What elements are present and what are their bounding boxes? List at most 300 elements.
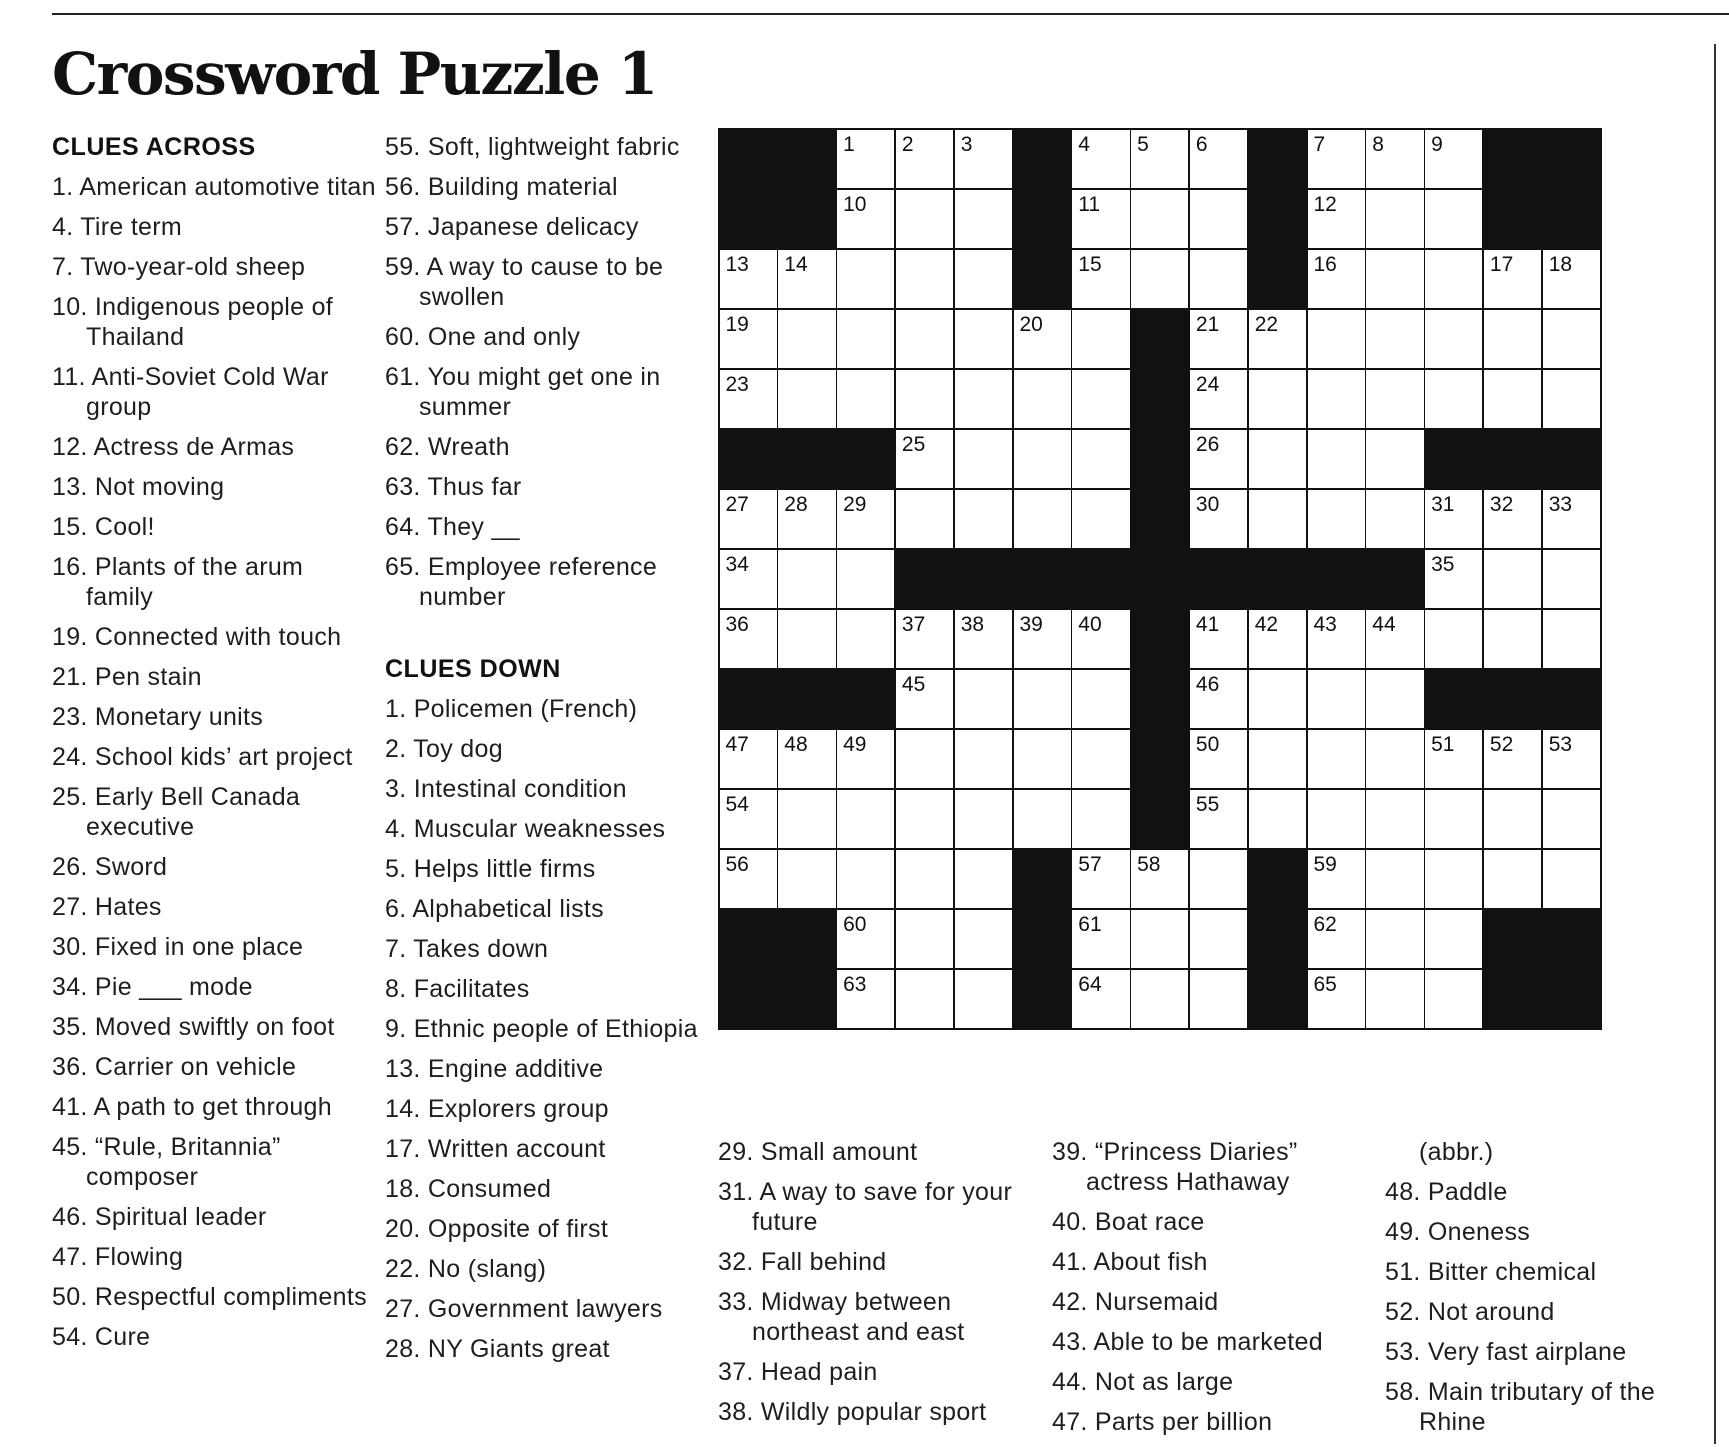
grid-cell[interactable] (778, 550, 835, 609)
clue-item: 20. Opposite of first (385, 1215, 609, 1243)
grid-cell[interactable] (1072, 490, 1129, 549)
clue-item: 41. A path to get through (52, 1093, 332, 1121)
grid-cell[interactable] (1366, 970, 1423, 1029)
grid-cell[interactable] (1484, 310, 1541, 369)
grid-cell[interactable] (896, 250, 953, 309)
grid-cell[interactable] (837, 790, 894, 849)
grid-cell[interactable] (1543, 850, 1600, 909)
cell-number: 30 (1195, 492, 1220, 516)
grid-cell[interactable] (837, 190, 894, 249)
grid-cell[interactable] (1425, 370, 1482, 429)
cell-number: 36 (725, 612, 749, 636)
clue-item: 60. One and only (385, 323, 581, 351)
grid-cell[interactable] (1131, 190, 1188, 249)
clue-item: 7. Takes down (385, 935, 549, 963)
grid-cell[interactable] (1308, 250, 1365, 309)
grid-cell[interactable] (778, 370, 835, 429)
clue-item: 59. A way to cause to be swollen (385, 253, 664, 311)
grid-cell[interactable] (1366, 190, 1423, 249)
cell-number: 2 (901, 132, 914, 156)
grid-cell[interactable] (1308, 970, 1365, 1029)
grid-cell[interactable] (955, 430, 1012, 489)
cell-number: 52 (1489, 732, 1514, 756)
cell-number: 62 (1313, 912, 1337, 936)
clue-item: 21. Pen stain (52, 663, 202, 691)
cell-number: 1 (843, 132, 855, 156)
clue-item: 30. Fixed in one place (52, 933, 304, 961)
grid-cell[interactable] (1308, 730, 1365, 789)
grid-cell[interactable] (1425, 850, 1482, 909)
grid-cell[interactable] (1190, 670, 1247, 729)
clue-item: 5. Helps little firms (385, 855, 596, 883)
cell-number: 65 (1313, 972, 1337, 996)
clue-item: 7. Two-year-old sheep (52, 253, 306, 281)
clue-list (1052, 1137, 1382, 1437)
grid-cell[interactable] (837, 970, 894, 1029)
cell-number: 10 (843, 192, 867, 216)
clue-item: 45. “Rule, Britannia” composer (52, 1133, 281, 1191)
grid-cell[interactable] (1308, 490, 1365, 549)
grid-cell[interactable] (720, 370, 777, 429)
grid-cell[interactable] (1072, 250, 1129, 309)
cell-number: 42 (1254, 612, 1279, 636)
clue-item: 64. They __ (385, 513, 520, 541)
grid-cell[interactable] (1072, 910, 1129, 969)
grid-cell[interactable] (1014, 790, 1071, 849)
grid-cell[interactable] (896, 910, 953, 969)
grid-cell[interactable] (1308, 850, 1365, 909)
grid-cell[interactable] (1014, 370, 1071, 429)
top-rule (52, 13, 1729, 15)
grid-cell[interactable] (1366, 250, 1423, 309)
cell-number: 23 (725, 372, 749, 396)
clue-item: 43. Able to be marketed (1052, 1328, 1323, 1356)
cell-number: 58 (1137, 852, 1161, 876)
grid-cell[interactable] (1366, 610, 1423, 669)
grid-cell[interactable] (837, 130, 894, 189)
clue-item: 47. Flowing (52, 1243, 184, 1271)
cell-number: 64 (1078, 972, 1102, 996)
grid-cell[interactable] (1366, 910, 1423, 969)
cell-number: 4 (1078, 132, 1090, 156)
grid-cell[interactable] (1543, 790, 1600, 849)
cell-number: 37 (901, 612, 926, 636)
grid-cell[interactable] (1308, 610, 1365, 669)
grid-cell[interactable] (1425, 730, 1482, 789)
grid-cell[interactable] (1308, 370, 1365, 429)
grid-cell[interactable] (1072, 310, 1129, 369)
grid-cell[interactable] (837, 550, 894, 609)
grid-cell[interactable] (896, 730, 953, 789)
grid-cell[interactable] (1131, 910, 1188, 969)
clues-column-2 (385, 132, 705, 1374)
grid-cell[interactable] (1249, 430, 1306, 489)
clue-item: 65. Employee reference number (385, 553, 658, 611)
grid-cell[interactable] (1484, 550, 1541, 609)
cell-number: 33 (1548, 492, 1573, 516)
cell-number: 61 (1078, 912, 1102, 936)
cell-number: 43 (1313, 612, 1337, 636)
clue-item: 23. Monetary units (52, 703, 264, 731)
grid-cell[interactable] (1190, 910, 1247, 969)
grid-cell[interactable] (1072, 610, 1129, 669)
clue-item: 35. Moved swiftly on foot (52, 1013, 335, 1041)
grid-cell[interactable] (1190, 970, 1247, 1029)
cell-number: 57 (1078, 852, 1102, 876)
grid-cell[interactable] (1543, 370, 1600, 429)
clues-column-1 (52, 132, 377, 1362)
grid-cell[interactable] (1249, 730, 1306, 789)
cell-number: 21 (1195, 312, 1220, 336)
cell-number: 59 (1313, 852, 1337, 876)
clue-item: 39. “Princess Diaries” actress Hathaway (1052, 1138, 1298, 1196)
grid-cell[interactable] (1072, 670, 1129, 729)
cell-number: 16 (1313, 252, 1337, 276)
grid-cell[interactable] (1308, 430, 1365, 489)
grid-cell[interactable] (1190, 370, 1247, 429)
grid-cell[interactable] (1014, 730, 1071, 789)
grid-cell[interactable] (896, 370, 953, 429)
clue-item: 31. A way to save for your future (718, 1178, 1013, 1236)
clues-across-heading: CLUES ACROSS (52, 133, 256, 161)
grid-cell[interactable] (1484, 610, 1541, 669)
grid-cell[interactable] (1072, 370, 1129, 429)
clue-item: 1. American automotive titan (52, 173, 376, 201)
grid-cell[interactable] (1014, 430, 1071, 489)
clue-item: 25. Early Bell Canada executive (52, 783, 301, 841)
clue-list (385, 132, 705, 612)
clue-list (718, 1137, 1048, 1427)
grid-cell[interactable] (1014, 490, 1071, 549)
clue-item: 57. Japanese delicacy (385, 213, 639, 241)
grid-cell[interactable] (1366, 430, 1423, 489)
cell-number: 50 (1195, 732, 1220, 756)
grid-cell[interactable] (1425, 190, 1482, 249)
grid-cell[interactable] (1484, 730, 1541, 789)
grid-cell[interactable] (1366, 490, 1423, 549)
cell-number: 54 (725, 792, 749, 816)
page-title: Crossword Puzzle 1 (52, 40, 657, 108)
clue-item: 52. Not around (1385, 1298, 1555, 1326)
grid-cell[interactable] (1249, 310, 1306, 369)
clue-item: 15. Cool! (52, 513, 155, 541)
grid-cell[interactable] (1425, 970, 1482, 1029)
clue-item: 14. Explorers group (385, 1095, 609, 1123)
grid-cell[interactable] (1308, 790, 1365, 849)
cell-number: 26 (1195, 432, 1220, 456)
grid-cell[interactable] (1543, 310, 1600, 369)
grid-cell[interactable] (1425, 610, 1482, 669)
grid-cell[interactable] (1190, 730, 1247, 789)
grid-cell[interactable] (778, 850, 835, 909)
grid-cell[interactable] (955, 190, 1012, 249)
grid-cell[interactable] (720, 610, 777, 669)
grid-cell[interactable] (1072, 970, 1129, 1029)
cell-number: 19 (725, 312, 749, 336)
grid-cell[interactable] (955, 310, 1012, 369)
grid-cell[interactable] (1308, 190, 1365, 249)
cell-number: 11 (1078, 192, 1101, 216)
grid-cell[interactable] (1425, 310, 1482, 369)
grid-cell[interactable] (1366, 310, 1423, 369)
clue-item: 28. NY Giants great (385, 1335, 610, 1363)
grid-cell[interactable] (1131, 970, 1188, 1029)
grid-cell[interactable] (1484, 250, 1541, 309)
grid-cell[interactable] (955, 490, 1012, 549)
grid-cell[interactable] (1249, 370, 1306, 429)
clue-item: 47. Parts per billion (1052, 1408, 1273, 1436)
cell-number: 34 (725, 552, 749, 576)
grid-cell[interactable] (837, 610, 894, 669)
grid-cell[interactable] (778, 730, 835, 789)
grid-cell[interactable] (955, 670, 1012, 729)
clue-item: 24. School kids’ art project (52, 743, 353, 771)
grid-cell[interactable] (1425, 490, 1482, 549)
grid-cell[interactable] (896, 670, 953, 729)
grid-cell[interactable] (1543, 550, 1600, 609)
grid-cell[interactable] (1484, 490, 1541, 549)
grid-cell[interactable] (955, 610, 1012, 669)
cell-number: 5 (1137, 132, 1149, 156)
cell-number: 22 (1254, 312, 1279, 336)
grid-cell[interactable] (1190, 850, 1247, 909)
grid-cell[interactable] (1249, 490, 1306, 549)
grid-cell[interactable] (837, 490, 894, 549)
clue-item: 6. Alphabetical lists (385, 895, 604, 923)
grid-cell[interactable] (720, 730, 777, 789)
grid-cell[interactable] (896, 310, 953, 369)
grid-cell[interactable] (720, 850, 777, 909)
clues-down-heading: CLUES DOWN (385, 655, 561, 683)
clue-item: 27. Hates (52, 893, 162, 921)
grid-cell[interactable] (955, 730, 1012, 789)
cell-number: 46 (1195, 672, 1220, 696)
grid-cell[interactable] (955, 910, 1012, 969)
grid-cell[interactable] (720, 550, 777, 609)
grid-cell[interactable] (955, 850, 1012, 909)
grid-cell[interactable] (1190, 610, 1247, 669)
grid-cell[interactable] (1190, 190, 1247, 249)
grid-cell[interactable] (1366, 730, 1423, 789)
grid-cell[interactable] (720, 250, 777, 309)
cell-number: 24 (1195, 372, 1220, 396)
clue-item: 38. Wildly popular sport (718, 1398, 987, 1426)
cell-number: 14 (784, 252, 808, 276)
clue-continuation: (abbr.) (1419, 1138, 1494, 1166)
clue-item: 18. Consumed (385, 1175, 552, 1203)
cell-number: 51 (1431, 732, 1455, 756)
clues-column-5 (1385, 1137, 1715, 1447)
grid-cell[interactable] (1543, 610, 1600, 669)
cell-number: 56 (725, 852, 749, 876)
grid-cell[interactable] (837, 730, 894, 789)
clue-item: 1. Policemen (French) (385, 695, 638, 723)
grid-cell[interactable] (720, 490, 777, 549)
grid-cell[interactable] (1308, 130, 1365, 189)
grid-cell[interactable] (1249, 610, 1306, 669)
clue-item: 8. Facilitates (385, 975, 530, 1003)
cell-number: 29 (843, 492, 867, 516)
grid-cell[interactable] (1308, 910, 1365, 969)
clue-item: 37. Head pain (718, 1358, 878, 1386)
clue-item: 12. Actress de Armas (52, 433, 295, 461)
cell-number: 8 (1372, 132, 1384, 156)
cell-number: 41 (1195, 612, 1220, 636)
grid-cell[interactable] (1014, 670, 1071, 729)
grid-cell[interactable] (955, 370, 1012, 429)
crossword-grid (718, 128, 1729, 1118)
cell-number: 48 (784, 732, 808, 756)
clue-item: 49. Oneness (1385, 1218, 1531, 1246)
grid-cell[interactable] (778, 310, 835, 369)
cell-number: 3 (960, 132, 973, 156)
grid-cell[interactable] (1190, 130, 1247, 189)
clue-item: 11. Anti-Soviet Cold War group (52, 363, 329, 421)
clue-item: 41. About fish (1052, 1248, 1208, 1276)
clue-item: 3. Intestinal condition (385, 775, 627, 803)
cell-number: 17 (1489, 252, 1514, 276)
grid-cell[interactable] (896, 130, 953, 189)
grid-cell[interactable] (1484, 370, 1541, 429)
clue-item: 50. Respectful compliments (52, 1283, 367, 1311)
grid-cell[interactable] (837, 370, 894, 429)
grid-cell[interactable] (955, 970, 1012, 1029)
grid-cell[interactable] (1543, 730, 1600, 789)
grid-cell[interactable] (1484, 850, 1541, 909)
grid-cell[interactable] (1308, 310, 1365, 369)
clue-item: 40. Boat race (1052, 1208, 1205, 1236)
clue-item: 10. Indigenous people of Thailand (52, 293, 334, 351)
grid-cell[interactable] (896, 850, 953, 909)
grid-cell[interactable] (1014, 310, 1071, 369)
grid-cell[interactable] (778, 490, 835, 549)
clue-item: 26. Sword (52, 853, 168, 881)
grid-cell[interactable] (1072, 130, 1129, 189)
grid-cell[interactable] (1425, 790, 1482, 849)
grid-cell[interactable] (1543, 490, 1600, 549)
clue-item: 34. Pie ___ mode (52, 973, 253, 1001)
clue-item: 48. Paddle (1385, 1178, 1508, 1206)
grid-cell[interactable] (1190, 490, 1247, 549)
cell-number: 15 (1078, 252, 1102, 276)
grid-cell[interactable] (896, 970, 953, 1029)
grid-cell[interactable] (955, 250, 1012, 309)
grid-cell[interactable] (896, 790, 953, 849)
clues-column-3 (718, 1137, 1048, 1437)
clue-item: 27. Government lawyers (385, 1295, 663, 1323)
grid-cell[interactable] (1366, 130, 1423, 189)
grid-cell[interactable] (1425, 910, 1482, 969)
grid-cell[interactable] (1190, 310, 1247, 369)
grid-cell[interactable] (1425, 550, 1482, 609)
clue-item: 13. Not moving (52, 473, 225, 501)
cell-number: 60 (843, 912, 867, 936)
cell-number: 35 (1431, 552, 1455, 576)
cell-number: 9 (1431, 132, 1443, 156)
cell-number: 45 (901, 672, 926, 696)
grid-cell[interactable] (1072, 430, 1129, 489)
cell-number: 47 (725, 732, 749, 756)
clue-item: 58. Main tributary of the Rhine (1385, 1378, 1656, 1436)
cell-number: 49 (843, 732, 867, 756)
cell-number: 13 (725, 252, 749, 276)
clue-item: 17. Written account (385, 1135, 606, 1163)
clue-item: 2. Toy dog (385, 735, 503, 763)
grid-cell[interactable] (1366, 850, 1423, 909)
clue-item: 33. Midway between northeast and east (718, 1288, 965, 1346)
grid-cell[interactable] (1308, 670, 1365, 729)
grid-cell[interactable] (1425, 250, 1482, 309)
clue-list (385, 694, 705, 1364)
grid-cell[interactable] (955, 790, 1012, 849)
grid-cell[interactable] (1190, 250, 1247, 309)
grid-cell[interactable] (720, 790, 777, 849)
grid-cell[interactable] (778, 250, 835, 309)
grid-cell[interactable] (837, 850, 894, 909)
grid-cell[interactable] (1366, 790, 1423, 849)
grid-cell[interactable] (1425, 130, 1482, 189)
grid-cell[interactable] (1190, 430, 1247, 489)
grid-cell[interactable] (1366, 670, 1423, 729)
clue-item: 63. Thus far (385, 473, 522, 501)
grid-cell[interactable] (1072, 190, 1129, 249)
grid-cell[interactable] (1072, 730, 1129, 789)
grid-cell[interactable] (1249, 670, 1306, 729)
cell-number: 31 (1431, 492, 1455, 516)
grid-cell[interactable] (837, 310, 894, 369)
grid-cell[interactable] (896, 610, 953, 669)
clue-item: 62. Wreath (385, 433, 510, 461)
grid-cell[interactable] (1543, 250, 1600, 309)
clue-item: 9. Ethnic people of Ethiopia (385, 1015, 698, 1043)
clue-item: 16. Plants of the arum family (52, 553, 304, 611)
clue-item: 54. Cure (52, 1323, 151, 1351)
grid-cell[interactable] (896, 430, 953, 489)
cell-number: 63 (843, 972, 867, 996)
grid-cell[interactable] (1366, 370, 1423, 429)
grid-cell[interactable] (896, 190, 953, 249)
grid-cell[interactable] (1072, 790, 1129, 849)
cell-number: 53 (1548, 732, 1573, 756)
clue-item: 19. Connected with touch (52, 623, 342, 651)
cell-number: 25 (901, 432, 926, 456)
grid-cell[interactable] (1484, 790, 1541, 849)
grid-cell[interactable] (1131, 130, 1188, 189)
clue-item: 4. Muscular weaknesses (385, 815, 666, 843)
clue-item: 42. Nursemaid (1052, 1288, 1219, 1316)
clue-item: 13. Engine additive (385, 1055, 604, 1083)
cell-number: 6 (1195, 132, 1208, 156)
cell-number: 12 (1313, 192, 1337, 216)
grid-cell[interactable] (896, 490, 953, 549)
grid-cell[interactable] (778, 790, 835, 849)
cell-number: 20 (1019, 312, 1043, 336)
grid-cell[interactable] (955, 130, 1012, 189)
grid-cell[interactable] (1072, 850, 1129, 909)
grid-cell[interactable] (1249, 790, 1306, 849)
grid-cell[interactable] (1014, 610, 1071, 669)
grid-cell[interactable] (837, 910, 894, 969)
grid-cell[interactable] (1131, 850, 1188, 909)
grid-cell[interactable] (778, 610, 835, 669)
clue-item: 22. No (slang) (385, 1255, 547, 1283)
grid-cell[interactable] (1131, 250, 1188, 309)
grid-cell[interactable] (1190, 790, 1247, 849)
grid-cell[interactable] (720, 310, 777, 369)
clue-item: 46. Spiritual leader (52, 1203, 267, 1231)
clue-item: 4. Tire term (52, 213, 183, 241)
grid-cell[interactable] (837, 250, 894, 309)
